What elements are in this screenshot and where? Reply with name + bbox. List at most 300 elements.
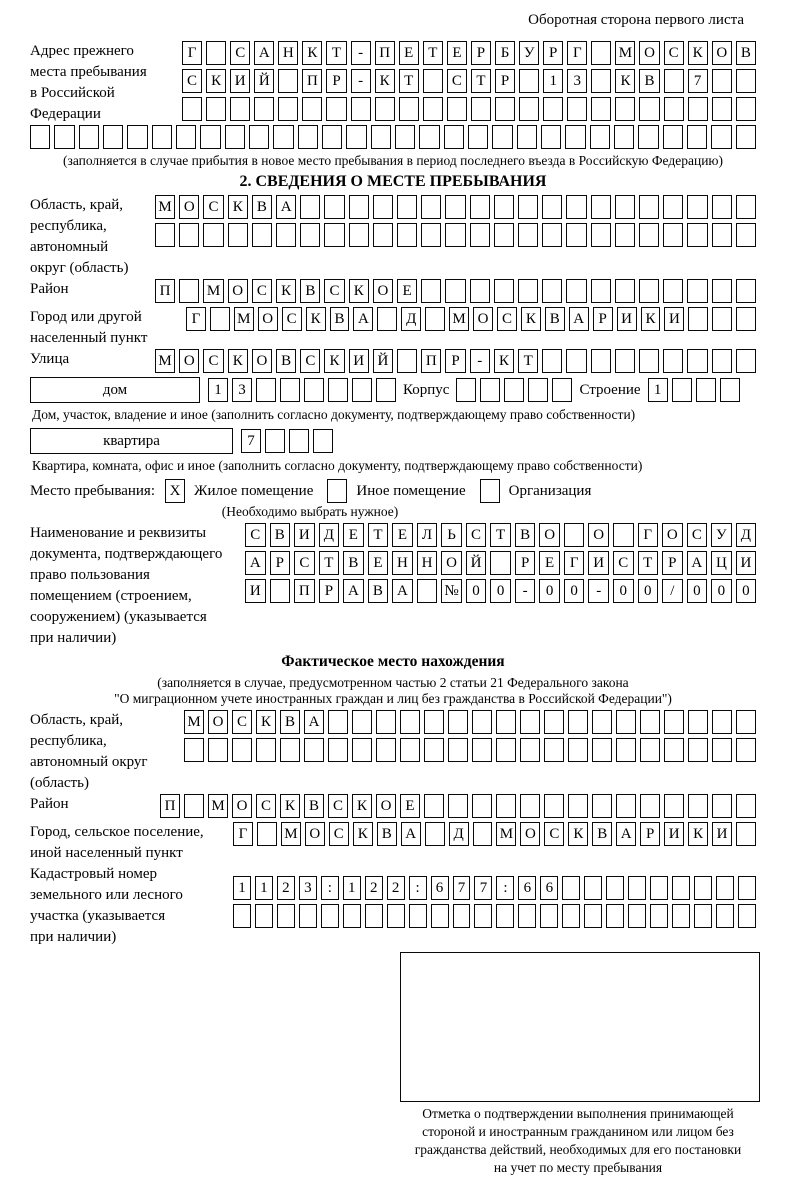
char-cell[interactable]: Д bbox=[449, 822, 469, 846]
char-cell[interactable] bbox=[256, 378, 276, 402]
char-cell[interactable] bbox=[687, 125, 707, 149]
char-cell[interactable] bbox=[736, 223, 756, 247]
char-cell[interactable]: - bbox=[351, 41, 371, 65]
char-cell[interactable] bbox=[349, 223, 369, 247]
char-cell[interactable]: : bbox=[321, 876, 339, 900]
char-cell[interactable]: - bbox=[351, 69, 371, 93]
char-cell[interactable]: 6 bbox=[431, 876, 449, 900]
char-cell[interactable] bbox=[688, 738, 708, 762]
char-cell[interactable]: И bbox=[294, 523, 315, 547]
char-cell[interactable]: М bbox=[234, 307, 254, 331]
char-cell[interactable]: Т bbox=[490, 523, 511, 547]
char-cell[interactable] bbox=[519, 97, 539, 121]
char-cell[interactable]: М bbox=[208, 794, 228, 818]
char-cell[interactable] bbox=[289, 429, 309, 453]
char-cell[interactable] bbox=[712, 794, 732, 818]
char-cell[interactable] bbox=[615, 195, 635, 219]
char-cell[interactable] bbox=[448, 738, 468, 762]
char-cell[interactable]: 0 bbox=[490, 579, 511, 603]
char-cell[interactable] bbox=[409, 904, 427, 928]
char-cell[interactable] bbox=[736, 125, 756, 149]
char-cell[interactable] bbox=[564, 523, 585, 547]
char-cell[interactable]: К bbox=[206, 69, 226, 93]
char-cell[interactable] bbox=[328, 738, 348, 762]
char-cell[interactable] bbox=[520, 738, 540, 762]
char-cell[interactable] bbox=[687, 279, 707, 303]
char-cell[interactable]: О bbox=[588, 523, 609, 547]
char-cell[interactable] bbox=[421, 279, 441, 303]
char-cell[interactable]: М bbox=[184, 710, 204, 734]
char-cell[interactable] bbox=[417, 579, 438, 603]
char-cell[interactable] bbox=[425, 307, 445, 331]
char-cell[interactable] bbox=[664, 69, 684, 93]
char-cell[interactable]: Е bbox=[397, 279, 417, 303]
char-cell[interactable]: : bbox=[409, 876, 427, 900]
char-cell[interactable]: И bbox=[230, 69, 250, 93]
char-cell[interactable] bbox=[544, 710, 564, 734]
char-cell[interactable] bbox=[664, 794, 684, 818]
char-cell[interactable] bbox=[616, 794, 636, 818]
char-cell[interactable] bbox=[542, 223, 562, 247]
char-cell[interactable] bbox=[568, 738, 588, 762]
char-cell[interactable] bbox=[490, 551, 511, 575]
char-cell[interactable]: 7 bbox=[453, 876, 471, 900]
char-cell[interactable] bbox=[184, 794, 204, 818]
char-cell[interactable] bbox=[640, 738, 660, 762]
char-cell[interactable]: О bbox=[252, 349, 272, 373]
char-cell[interactable] bbox=[496, 738, 516, 762]
char-cell[interactable]: В bbox=[270, 523, 291, 547]
char-cell[interactable] bbox=[494, 223, 514, 247]
char-cell[interactable] bbox=[566, 279, 586, 303]
char-cell[interactable] bbox=[736, 710, 756, 734]
char-cell[interactable] bbox=[590, 125, 610, 149]
char-cell[interactable] bbox=[424, 710, 444, 734]
char-cell[interactable]: А bbox=[401, 822, 421, 846]
char-cell[interactable]: № bbox=[441, 579, 462, 603]
char-cell[interactable] bbox=[276, 223, 296, 247]
char-cell[interactable]: В bbox=[639, 69, 659, 93]
char-cell[interactable] bbox=[544, 738, 564, 762]
char-cell[interactable]: У bbox=[519, 41, 539, 65]
char-cell[interactable] bbox=[716, 876, 734, 900]
char-cell[interactable] bbox=[79, 125, 99, 149]
char-cell[interactable] bbox=[711, 125, 731, 149]
char-cell[interactable]: 1 bbox=[648, 378, 668, 402]
char-cell[interactable]: О bbox=[473, 307, 493, 331]
char-cell[interactable] bbox=[552, 378, 572, 402]
char-cell[interactable] bbox=[270, 579, 291, 603]
char-cell[interactable] bbox=[328, 378, 348, 402]
char-cell[interactable] bbox=[299, 904, 317, 928]
char-cell[interactable] bbox=[615, 223, 635, 247]
char-cell[interactable] bbox=[663, 195, 683, 219]
char-cell[interactable] bbox=[471, 97, 491, 121]
char-cell[interactable]: Р bbox=[495, 69, 515, 93]
char-cell[interactable] bbox=[687, 223, 707, 247]
char-cell[interactable] bbox=[375, 97, 395, 121]
char-cell[interactable]: - bbox=[470, 349, 490, 373]
char-cell[interactable] bbox=[228, 223, 248, 247]
char-cell[interactable] bbox=[566, 349, 586, 373]
char-cell[interactable]: С bbox=[687, 523, 708, 547]
char-cell[interactable]: А bbox=[245, 551, 266, 575]
char-cell[interactable] bbox=[738, 904, 756, 928]
char-cell[interactable]: 1 bbox=[208, 378, 228, 402]
char-cell[interactable] bbox=[592, 794, 612, 818]
char-cell[interactable] bbox=[453, 904, 471, 928]
char-cell[interactable]: О bbox=[258, 307, 278, 331]
char-cell[interactable] bbox=[257, 822, 277, 846]
char-cell[interactable]: 0 bbox=[466, 579, 487, 603]
char-cell[interactable]: П bbox=[375, 41, 395, 65]
char-cell[interactable] bbox=[30, 125, 50, 149]
char-cell[interactable]: Г bbox=[564, 551, 585, 575]
char-cell[interactable]: О bbox=[539, 523, 560, 547]
char-cell[interactable] bbox=[399, 97, 419, 121]
char-cell[interactable] bbox=[584, 904, 602, 928]
char-cell[interactable]: Р bbox=[326, 69, 346, 93]
char-cell[interactable] bbox=[640, 710, 660, 734]
char-cell[interactable]: 3 bbox=[567, 69, 587, 93]
char-cell[interactable]: А bbox=[616, 822, 636, 846]
char-cell[interactable]: А bbox=[353, 307, 373, 331]
char-cell[interactable] bbox=[431, 904, 449, 928]
char-cell[interactable]: С bbox=[497, 307, 517, 331]
char-cell[interactable]: 3 bbox=[299, 876, 317, 900]
char-cell[interactable]: С bbox=[300, 349, 320, 373]
char-cell[interactable] bbox=[496, 710, 516, 734]
char-cell[interactable] bbox=[736, 822, 756, 846]
char-cell[interactable]: П bbox=[294, 579, 315, 603]
char-cell[interactable] bbox=[688, 97, 708, 121]
char-cell[interactable] bbox=[688, 307, 708, 331]
char-cell[interactable] bbox=[352, 378, 372, 402]
char-cell[interactable]: О bbox=[228, 279, 248, 303]
char-cell[interactable] bbox=[518, 279, 538, 303]
char-cell[interactable]: Т bbox=[423, 41, 443, 65]
char-cell[interactable]: Г bbox=[182, 41, 202, 65]
char-cell[interactable] bbox=[712, 97, 732, 121]
char-cell[interactable] bbox=[591, 97, 611, 121]
char-cell[interactable] bbox=[568, 710, 588, 734]
char-cell[interactable] bbox=[606, 876, 624, 900]
char-cell[interactable] bbox=[688, 710, 708, 734]
char-cell[interactable]: С bbox=[328, 794, 348, 818]
char-cell[interactable] bbox=[606, 904, 624, 928]
char-cell[interactable] bbox=[365, 904, 383, 928]
char-cell[interactable]: С bbox=[245, 523, 266, 547]
char-cell[interactable] bbox=[203, 223, 223, 247]
char-cell[interactable]: О bbox=[179, 195, 199, 219]
char-cell[interactable]: О bbox=[305, 822, 325, 846]
char-cell[interactable]: С bbox=[256, 794, 276, 818]
char-cell[interactable] bbox=[445, 279, 465, 303]
char-cell[interactable] bbox=[591, 41, 611, 65]
char-cell[interactable]: И bbox=[664, 307, 684, 331]
char-cell[interactable] bbox=[663, 349, 683, 373]
char-cell[interactable]: Т bbox=[399, 69, 419, 93]
char-cell[interactable]: С bbox=[182, 69, 202, 93]
char-cell[interactable] bbox=[664, 738, 684, 762]
char-cell[interactable] bbox=[447, 97, 467, 121]
char-cell[interactable]: О bbox=[376, 794, 396, 818]
char-cell[interactable] bbox=[568, 794, 588, 818]
char-cell[interactable] bbox=[400, 710, 420, 734]
char-cell[interactable] bbox=[567, 97, 587, 121]
char-cell[interactable]: В bbox=[276, 349, 296, 373]
char-cell[interactable]: И bbox=[736, 551, 757, 575]
char-cell[interactable] bbox=[543, 97, 563, 121]
char-cell[interactable] bbox=[322, 125, 342, 149]
char-cell[interactable]: Й bbox=[373, 349, 393, 373]
char-cell[interactable] bbox=[687, 195, 707, 219]
char-cell[interactable]: С bbox=[447, 69, 467, 93]
char-cell[interactable] bbox=[694, 876, 712, 900]
char-cell[interactable] bbox=[445, 223, 465, 247]
char-cell[interactable]: Р bbox=[593, 307, 613, 331]
char-cell[interactable]: 7 bbox=[241, 429, 261, 453]
char-cell[interactable] bbox=[494, 195, 514, 219]
char-cell[interactable] bbox=[280, 738, 300, 762]
char-cell[interactable] bbox=[518, 223, 538, 247]
char-cell[interactable]: К bbox=[353, 822, 373, 846]
char-cell[interactable]: К bbox=[688, 41, 708, 65]
char-cell[interactable] bbox=[351, 97, 371, 121]
char-cell[interactable] bbox=[494, 279, 514, 303]
char-cell[interactable] bbox=[517, 125, 537, 149]
char-cell[interactable]: 1 bbox=[255, 876, 273, 900]
char-cell[interactable]: К bbox=[349, 279, 369, 303]
char-cell[interactable] bbox=[592, 738, 612, 762]
char-cell[interactable] bbox=[663, 223, 683, 247]
char-cell[interactable] bbox=[474, 904, 492, 928]
char-cell[interactable] bbox=[542, 195, 562, 219]
char-cell[interactable]: А bbox=[276, 195, 296, 219]
char-cell[interactable] bbox=[614, 125, 634, 149]
char-cell[interactable] bbox=[376, 710, 396, 734]
char-cell[interactable] bbox=[208, 738, 228, 762]
char-cell[interactable]: 7 bbox=[474, 876, 492, 900]
char-cell[interactable]: Р bbox=[445, 349, 465, 373]
char-cell[interactable]: К bbox=[494, 349, 514, 373]
char-cell[interactable] bbox=[584, 876, 602, 900]
char-cell[interactable]: А bbox=[392, 579, 413, 603]
char-cell[interactable] bbox=[542, 349, 562, 373]
char-cell[interactable] bbox=[736, 349, 756, 373]
char-cell[interactable]: К bbox=[352, 794, 372, 818]
char-cell[interactable]: С bbox=[324, 279, 344, 303]
char-cell[interactable]: Г bbox=[638, 523, 659, 547]
char-cell[interactable] bbox=[504, 378, 524, 402]
char-cell[interactable]: Е bbox=[392, 523, 413, 547]
char-cell[interactable]: П bbox=[160, 794, 180, 818]
char-cell[interactable]: Н bbox=[392, 551, 413, 575]
char-cell[interactable]: О bbox=[373, 279, 393, 303]
char-cell[interactable] bbox=[496, 794, 516, 818]
char-cell[interactable]: - bbox=[515, 579, 536, 603]
char-cell[interactable]: К bbox=[375, 69, 395, 93]
char-cell[interactable] bbox=[518, 904, 536, 928]
char-cell[interactable]: К bbox=[641, 307, 661, 331]
char-cell[interactable] bbox=[650, 876, 668, 900]
char-cell[interactable]: С bbox=[203, 349, 223, 373]
char-cell[interactable]: С bbox=[664, 41, 684, 65]
char-cell[interactable] bbox=[376, 738, 396, 762]
char-cell[interactable]: С bbox=[282, 307, 302, 331]
char-cell[interactable]: И bbox=[712, 822, 732, 846]
char-cell[interactable] bbox=[300, 223, 320, 247]
char-cell[interactable]: Р bbox=[270, 551, 291, 575]
char-cell[interactable] bbox=[472, 794, 492, 818]
char-cell[interactable]: С bbox=[232, 710, 252, 734]
char-cell[interactable]: В bbox=[280, 710, 300, 734]
char-cell[interactable]: К bbox=[256, 710, 276, 734]
char-cell[interactable]: Б bbox=[495, 41, 515, 65]
char-cell[interactable] bbox=[456, 378, 476, 402]
char-cell[interactable] bbox=[387, 904, 405, 928]
char-cell[interactable] bbox=[346, 125, 366, 149]
char-cell[interactable]: С bbox=[294, 551, 315, 575]
char-cell[interactable] bbox=[255, 904, 273, 928]
char-cell[interactable] bbox=[639, 223, 659, 247]
char-cell[interactable] bbox=[448, 794, 468, 818]
char-cell[interactable] bbox=[663, 125, 683, 149]
char-cell[interactable] bbox=[716, 904, 734, 928]
char-cell[interactable]: Е bbox=[368, 551, 389, 575]
char-cell[interactable] bbox=[736, 69, 756, 93]
char-cell[interactable] bbox=[562, 876, 580, 900]
char-cell[interactable] bbox=[298, 125, 318, 149]
char-cell[interactable] bbox=[495, 97, 515, 121]
char-cell[interactable] bbox=[421, 195, 441, 219]
char-cell[interactable] bbox=[210, 307, 230, 331]
char-cell[interactable] bbox=[688, 794, 708, 818]
char-cell[interactable] bbox=[127, 125, 147, 149]
char-cell[interactable] bbox=[265, 429, 285, 453]
char-cell[interactable]: М bbox=[281, 822, 301, 846]
char-cell[interactable] bbox=[324, 195, 344, 219]
char-cell[interactable] bbox=[544, 794, 564, 818]
char-cell[interactable] bbox=[628, 876, 646, 900]
char-cell[interactable]: 7 bbox=[688, 69, 708, 93]
char-cell[interactable]: О bbox=[712, 41, 732, 65]
char-cell[interactable] bbox=[712, 223, 732, 247]
char-cell[interactable] bbox=[302, 97, 322, 121]
char-cell[interactable]: Й bbox=[254, 69, 274, 93]
char-cell[interactable] bbox=[712, 307, 732, 331]
char-cell[interactable] bbox=[182, 97, 202, 121]
char-cell[interactable]: Ь bbox=[441, 523, 462, 547]
char-cell[interactable]: О bbox=[520, 822, 540, 846]
char-cell[interactable] bbox=[395, 125, 415, 149]
char-cell[interactable]: Е bbox=[447, 41, 467, 65]
char-cell[interactable] bbox=[562, 904, 580, 928]
char-cell[interactable]: Н bbox=[417, 551, 438, 575]
char-cell[interactable]: 0 bbox=[613, 579, 634, 603]
char-cell[interactable] bbox=[736, 738, 756, 762]
char-cell[interactable] bbox=[425, 822, 445, 846]
checkbox-residential[interactable]: X bbox=[165, 479, 185, 503]
char-cell[interactable] bbox=[373, 223, 393, 247]
char-cell[interactable] bbox=[664, 710, 684, 734]
char-cell[interactable] bbox=[736, 97, 756, 121]
char-cell[interactable] bbox=[423, 97, 443, 121]
char-cell[interactable]: Е bbox=[399, 41, 419, 65]
char-cell[interactable]: К bbox=[615, 69, 635, 93]
char-cell[interactable]: В bbox=[377, 822, 397, 846]
char-cell[interactable] bbox=[616, 710, 636, 734]
char-cell[interactable] bbox=[256, 738, 276, 762]
char-cell[interactable] bbox=[273, 125, 293, 149]
char-cell[interactable]: К bbox=[276, 279, 296, 303]
char-cell[interactable]: П bbox=[421, 349, 441, 373]
char-cell[interactable]: К bbox=[228, 349, 248, 373]
char-cell[interactable] bbox=[179, 279, 199, 303]
char-cell[interactable] bbox=[591, 69, 611, 93]
char-cell[interactable]: С bbox=[613, 551, 634, 575]
char-cell[interactable]: И bbox=[245, 579, 266, 603]
char-cell[interactable] bbox=[615, 279, 635, 303]
char-cell[interactable] bbox=[328, 710, 348, 734]
char-cell[interactable] bbox=[155, 223, 175, 247]
char-cell[interactable] bbox=[736, 794, 756, 818]
char-cell[interactable]: Р bbox=[515, 551, 536, 575]
char-cell[interactable]: Р bbox=[319, 579, 340, 603]
char-cell[interactable]: 0 bbox=[638, 579, 659, 603]
char-cell[interactable] bbox=[254, 97, 274, 121]
char-cell[interactable] bbox=[639, 97, 659, 121]
char-cell[interactable]: Д bbox=[401, 307, 421, 331]
char-cell[interactable] bbox=[672, 378, 692, 402]
char-cell[interactable]: К bbox=[568, 822, 588, 846]
char-cell[interactable] bbox=[736, 279, 756, 303]
char-cell[interactable] bbox=[352, 738, 372, 762]
char-cell[interactable] bbox=[639, 279, 659, 303]
char-cell[interactable] bbox=[639, 349, 659, 373]
char-cell[interactable]: Т bbox=[368, 523, 389, 547]
char-cell[interactable]: К bbox=[688, 822, 708, 846]
char-cell[interactable]: Л bbox=[417, 523, 438, 547]
char-cell[interactable]: 2 bbox=[387, 876, 405, 900]
char-cell[interactable]: Р bbox=[662, 551, 683, 575]
char-cell[interactable] bbox=[664, 97, 684, 121]
char-cell[interactable]: 0 bbox=[539, 579, 560, 603]
char-cell[interactable] bbox=[470, 195, 490, 219]
char-cell[interactable] bbox=[200, 125, 220, 149]
char-cell[interactable]: В bbox=[515, 523, 536, 547]
char-cell[interactable]: 0 bbox=[711, 579, 732, 603]
char-cell[interactable]: М bbox=[496, 822, 516, 846]
char-cell[interactable]: Т bbox=[471, 69, 491, 93]
char-cell[interactable] bbox=[324, 223, 344, 247]
char-cell[interactable]: С bbox=[329, 822, 349, 846]
char-cell[interactable] bbox=[687, 349, 707, 373]
char-cell[interactable] bbox=[650, 904, 668, 928]
char-cell[interactable] bbox=[638, 125, 658, 149]
char-cell[interactable] bbox=[206, 97, 226, 121]
char-cell[interactable]: К bbox=[302, 41, 322, 65]
char-cell[interactable]: Д bbox=[319, 523, 340, 547]
char-cell[interactable] bbox=[518, 195, 538, 219]
char-cell[interactable] bbox=[720, 378, 740, 402]
char-cell[interactable]: 6 bbox=[518, 876, 536, 900]
char-cell[interactable]: Р bbox=[543, 41, 563, 65]
char-cell[interactable] bbox=[639, 195, 659, 219]
char-cell[interactable]: А bbox=[687, 551, 708, 575]
char-cell[interactable] bbox=[542, 279, 562, 303]
char-cell[interactable] bbox=[566, 223, 586, 247]
